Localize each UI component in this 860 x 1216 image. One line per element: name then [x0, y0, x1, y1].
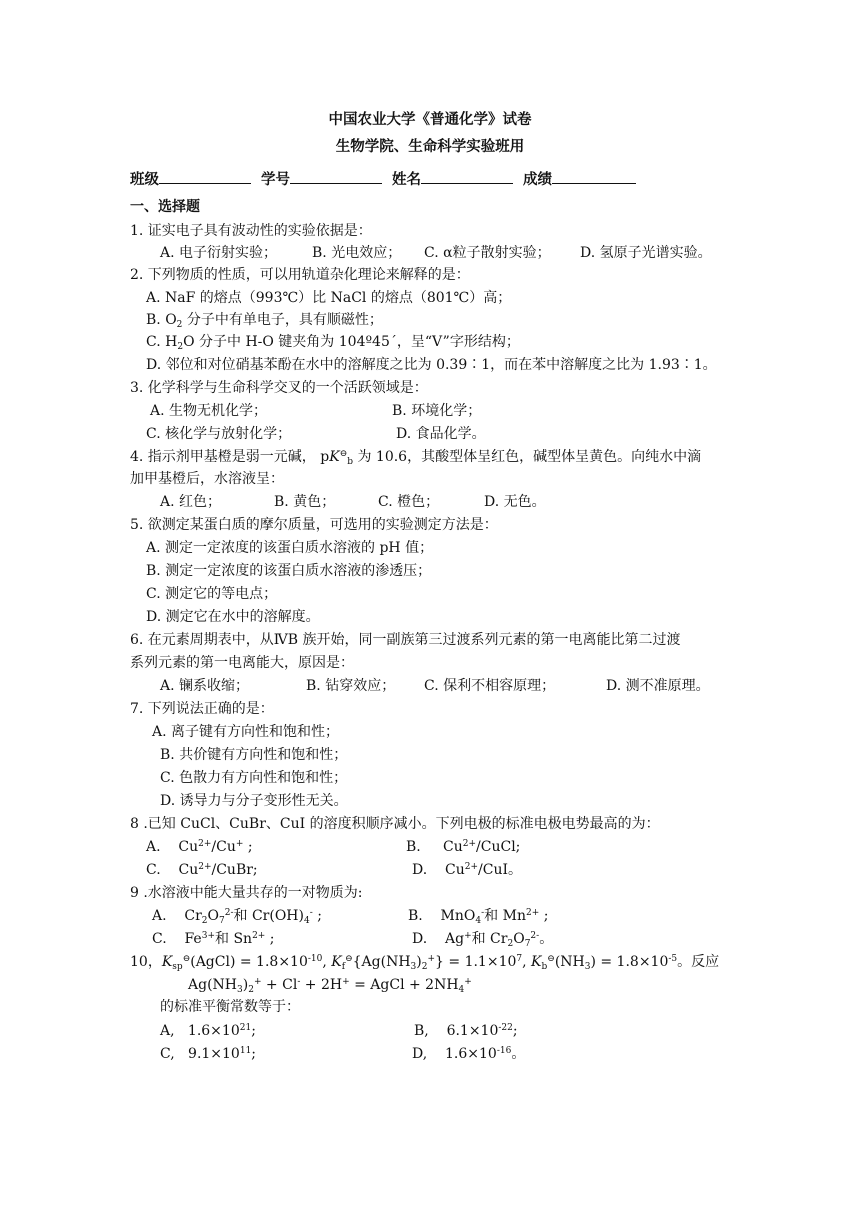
q7-option-a: A. 离子键有方向性和饱和性；: [152, 724, 340, 740]
student-id-label: 学号: [261, 171, 290, 188]
q1-option-b: B. 光电效应；: [312, 245, 402, 261]
q3-option-c: C. 核化学与放射化学；: [146, 426, 292, 442]
q8-option-c: C. $Cu^{2+}$/CuBr;: [146, 862, 258, 878]
q10-option-d: D, $1.6\times 10^{-16}$。: [412, 1046, 526, 1062]
q7-option-c: C. 色散力有方向性和饱和性；: [160, 770, 348, 786]
q5-option-b: B. 测定一定浓度的该蛋白质水溶液的渗透压；: [146, 563, 432, 579]
q7-option-b: B. 共价键有方向性和饱和性；: [160, 747, 348, 763]
q4-option-c: C. 橙色；: [378, 494, 440, 510]
q3-option-b: B. 环境化学；: [392, 403, 482, 419]
score-blank[interactable]: [552, 170, 636, 184]
q2-option-a: A. NaF 的熔点（993℃）比 NaCl 的熔点（801℃）高；: [146, 290, 512, 306]
section-heading: 一、选择题: [130, 199, 200, 215]
class-blank[interactable]: [159, 170, 251, 184]
q5-option-a: A. 测定一定浓度的该蛋白质水溶液的 pH 值；: [146, 540, 434, 556]
q5-option-d: D. 测定它在水中的溶解度。: [146, 609, 320, 625]
question-9-stem: 9 .水溶液中能大量共存的一对物质为:: [130, 885, 363, 901]
question-7-stem: 7. 下列说法正确的是：: [130, 701, 274, 717]
q2-option-d: D. 邻位和对位硝基苯酚在水中的溶解度之比为 0.39∶1，而在苯中溶解度之比为 1.93∶1。: [146, 357, 717, 373]
q1-option-c: C. α粒子散射实验；: [424, 245, 551, 261]
q4-option-b: B. 黄色；: [274, 494, 336, 510]
q8-option-a: A. $Cu^{2+}/Cu^+$ ;: [146, 839, 253, 855]
question-8-stem: 8 .已知 CuCl、CuBr、CuI 的溶度积顺序减小。下列电极的标准电极电势最高的为：: [130, 816, 660, 832]
q8-option-d: D. $Cu^{2+}$/CuI。: [412, 862, 522, 878]
q2-option-b: B. $O_2$ 分子中有单电子，具有顺磁性；: [146, 312, 383, 330]
q3-option-d: D. 食品化学。: [396, 426, 486, 442]
question-5-stem: 5. 欲测定某蛋白质的摩尔质量，可选用的实验测定方法是：: [130, 517, 498, 533]
q9-option-d: D. Ag+和 $Cr_2O_7^{2-}$。: [412, 931, 554, 949]
q3-option-a: A. 生物无机化学；: [150, 403, 268, 419]
question-1-stem: 1. 证实电子具有波动性的实验依据是：: [130, 223, 372, 239]
question-10-stem: 10，$K_{sp}^⊖(AgCl) = 1.8\times 10^{-10}$, $K_f^⊖\{Ag(NH_3)_2^+\} = 1.1\times 10^7$, $K_b^⊖(NH_3) = 1.8\times 10^{-5}$。反应: [130, 954, 720, 972]
student-info-row: [130, 170, 646, 189]
question-3-stem: 3. 化学科学与生命科学交叉的一个活跃领域是：: [130, 380, 428, 396]
q6-option-a: A. 镧系收缩；: [160, 678, 250, 694]
question-10-stem-line3: 的标准平衡常数等于：: [160, 999, 300, 1015]
q1-option-a: A. 电子衍射实验；: [160, 245, 278, 261]
name-label: 姓名: [392, 171, 421, 188]
q8-option-b: B. $Cu^{2+}$/CuCl;: [406, 839, 521, 855]
q10-option-b: B, $6.1\times 10^{-22}$;: [414, 1023, 518, 1039]
exam-title: 中国农业大学《普通化学》试卷: [328, 111, 532, 128]
student-id-blank[interactable]: [290, 170, 382, 184]
q6-option-d: D. 测不准原理。: [606, 678, 710, 694]
question-2-stem: 2. 下列物质的性质，可以用轨道杂化理论来解释的是：: [130, 267, 470, 283]
question-4-stem: 4. 指示剂甲基橙是弱一元碱， $pK^⊖_b$ 为 10.6，其酸型体呈红色，碱型体呈黄色。向纯水中滴: [130, 449, 702, 467]
class-label: 班级: [130, 171, 159, 188]
q10-option-c: C, $9.1\times 10^{11}$;: [160, 1046, 257, 1062]
q10-option-a: A, $1.6\times 10^{21}$;: [160, 1023, 256, 1039]
q6-option-c: C. 保利不相容原理；: [424, 678, 556, 694]
q2-option-c: C. $H_2O$ 分子中 H-O 键夹角为 104º45´，呈“V”字形结构；: [146, 334, 520, 352]
name-blank[interactable]: [421, 170, 513, 184]
q4-option-a: A. 红色；: [160, 494, 222, 510]
question-4-stem-line2: 加甲基橙后，水溶液呈：: [130, 471, 284, 487]
q5-option-c: C. 测定它的等电点；: [146, 586, 278, 602]
question-6-stem: 6. 在元素周期表中，从ⅣB 族开始，同一副族第三过渡系列元素的第一电离能比第二过渡: [130, 632, 681, 648]
q9-option-b: B. MnO$_4$-和 $Mn^{2+}$ ;: [408, 908, 549, 926]
score-label: 成绩: [523, 171, 552, 188]
q7-option-d: D. 诱导力与分子变形性无关。: [160, 793, 348, 809]
question-10-reaction: $Ag(NH_3)_2^+ + Cl^- + 2H^+$ = AgCl + $2NH_4^+$: [188, 977, 472, 995]
q9-option-a: A. $Cr_2O_7^{2-}$和 $Cr(OH)_4^-$ ;: [152, 908, 322, 926]
q4-option-d: D. 无色。: [484, 494, 546, 510]
q6-option-b: B. 钻穿效应；: [306, 678, 396, 694]
q1-option-d: D. 氢原子光谱实验。: [580, 245, 712, 261]
exam-subtitle: 生物学院、生命科学实验班用: [335, 138, 525, 155]
question-6-stem-line2: 系列元素的第一电离能大，原因是：: [130, 655, 354, 671]
q9-option-c: C. $Fe^{3+}$和 $Sn^{2+}$ ;: [152, 931, 275, 947]
